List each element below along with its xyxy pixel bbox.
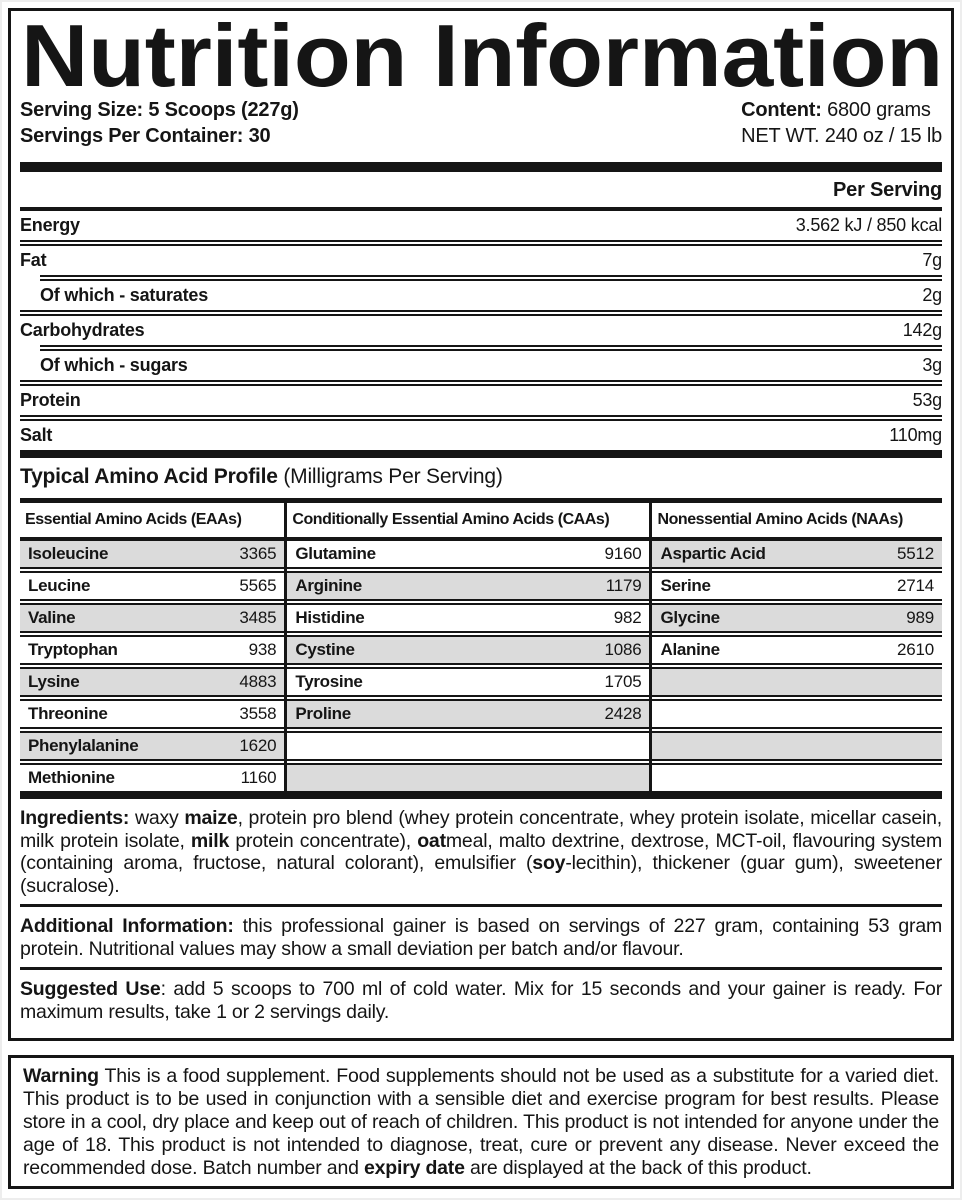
amino-row — [652, 637, 942, 663]
amino-name: Glycine — [660, 608, 720, 627]
amino-name: Cystine — [295, 640, 355, 659]
divider-line — [20, 967, 942, 970]
text-segment: meal, malto dextrine, dextrose, MCT-oil, flavouring system (containing aroma, fructose, natural colorant), emulsifier ( — [20, 829, 942, 874]
nutrition-value: 3g — [922, 355, 942, 375]
nutrition-value: 53g — [912, 390, 942, 410]
amino-row — [20, 765, 284, 791]
nutrition-facts-table — [20, 211, 942, 450]
text-segment: are displayed at the back of this product. — [464, 1157, 812, 1179]
amino-row-empty — [287, 765, 649, 791]
nutrition-label: Of which - sugars — [40, 355, 188, 375]
amino-value: 3558 — [239, 704, 277, 723]
amino-row — [20, 669, 284, 695]
nutrition-label: Protein — [20, 390, 81, 410]
nutrition-label: Carbohydrates — [20, 320, 145, 340]
amino-value: 1705 — [604, 672, 642, 691]
text-segment: Ingredients: — [20, 807, 130, 829]
amino-name: Tryptophan — [28, 640, 118, 659]
text-segment: expiry date — [363, 1157, 465, 1179]
amino-value: 1160 — [240, 768, 277, 787]
suggested-use-section — [20, 978, 942, 1023]
amino-row-empty — [652, 701, 942, 727]
servings-per-container-line: Servings Per Container: 30 — [20, 125, 271, 147]
amino-column-header: Nonessential Amino Acids (NAAs) — [652, 503, 942, 541]
nutrition-row — [20, 386, 942, 415]
text-segment: protein concentrate), — [229, 829, 418, 852]
additional-info-section — [20, 915, 942, 960]
amino-column — [652, 503, 942, 791]
amino-name: Methionine — [28, 768, 115, 787]
text-segment: : add 5 scoops to 700 ml of cold water. Mix for 15 seconds and your gainer is ready. For maximum results, take 1 or 2 servings daily. — [20, 978, 942, 1023]
content-line — [741, 97, 942, 123]
amino-column-header: Essential Amino Acids (EAAs) — [20, 503, 284, 541]
amino-value: 3365 — [239, 544, 277, 563]
text-segment: Suggested Use — [20, 978, 161, 1000]
section-divider-bar — [20, 162, 942, 172]
amino-name: Glutamine — [295, 544, 376, 563]
text-segment: , protein pro blend (whey protein concentrate, whey protein isolate, micellar casein, milk protein isolate, — [20, 807, 942, 852]
amino-name: Arginine — [295, 576, 362, 595]
amino-profile-title — [20, 465, 942, 489]
text-segment: -lecithin), thickener (guar gum), sweetener (sucralose). — [20, 852, 942, 897]
text-segment: Additional Information: — [20, 915, 234, 937]
net-weight-line: NET WT. 240 oz / 15 lb — [741, 125, 942, 147]
divider-line — [20, 904, 942, 907]
page-title — [20, 18, 946, 92]
nutrition-row — [20, 281, 942, 310]
amino-name: Leucine — [28, 576, 91, 595]
amino-value: 2714 — [896, 576, 934, 595]
text-segment: oat — [417, 829, 446, 852]
amino-row — [287, 701, 649, 727]
content-value: 6800 grams — [821, 99, 931, 121]
amino-row — [287, 605, 649, 631]
amino-name: Proline — [295, 704, 351, 723]
section-divider-bar — [20, 450, 942, 458]
amino-value: 3485 — [239, 608, 277, 627]
amino-name: Threonine — [28, 704, 108, 723]
amino-name: Phenylalanine — [28, 736, 139, 755]
text-segment: waxy — [129, 807, 185, 829]
amino-column — [287, 503, 652, 791]
warning-panel — [8, 1055, 954, 1189]
amino-row-empty — [287, 733, 649, 759]
amino-row — [287, 637, 649, 663]
ingredients-section — [20, 807, 942, 897]
amino-value: 2610 — [896, 640, 934, 659]
warning-text — [23, 1065, 939, 1180]
text-segment: soy — [532, 852, 566, 874]
nutrition-label: Salt — [20, 425, 53, 445]
amino-name: Isoleucine — [28, 544, 109, 563]
amino-profile-title-main: Typical Amino Acid Profile — [20, 465, 278, 488]
content-label: Content: — [741, 99, 822, 121]
amino-row-empty — [652, 669, 942, 695]
amino-column-header: Conditionally Essential Amino Acids (CAAs) — [287, 503, 649, 541]
amino-row — [287, 541, 649, 567]
nutrition-value: 110mg — [889, 425, 942, 445]
amino-acid-table — [20, 498, 942, 791]
amino-row-empty — [652, 765, 942, 791]
nutrition-label-panel — [8, 8, 954, 1041]
nutrition-value: 7g — [922, 250, 942, 270]
nutrition-value: 3.562 kJ / 850 kcal — [795, 215, 942, 235]
amino-value: 1086 — [604, 640, 642, 659]
serving-info-left — [20, 97, 299, 149]
nutrition-row — [20, 316, 942, 345]
nutrition-row — [20, 211, 942, 240]
amino-row — [20, 701, 284, 727]
nutrition-value: 142g — [902, 320, 942, 340]
nutrition-label: Of which - saturates — [40, 285, 209, 305]
amino-row — [287, 669, 649, 695]
additional-info-text — [20, 915, 942, 960]
amino-row — [20, 541, 284, 567]
amino-value: 5512 — [896, 544, 934, 563]
amino-name: Histidine — [295, 608, 365, 627]
amino-value: 1620 — [239, 736, 277, 755]
section-divider-bar — [20, 791, 942, 799]
serving-size-line: Serving Size: 5 Scoops (227g) — [20, 99, 299, 121]
amino-name: Alanine — [660, 640, 720, 659]
text-segment: maize — [184, 807, 238, 829]
nutrition-value: 2g — [922, 285, 942, 305]
amino-row — [652, 605, 942, 631]
text-segment: this professional gainer is based on servings of 227 gram, containing 53 gram protein. Nutritional values may show a small deviation per batch and/or flavour. — [20, 915, 943, 960]
amino-row — [20, 605, 284, 631]
amino-row — [287, 573, 649, 599]
nutrition-label: Fat — [20, 250, 47, 270]
ingredients-text — [20, 807, 942, 897]
amino-name: Aspartic Acid — [660, 544, 766, 563]
amino-name: Lysine — [28, 672, 80, 691]
amino-value: 982 — [613, 608, 642, 627]
amino-column — [20, 503, 287, 791]
amino-name: Tyrosine — [295, 672, 363, 691]
nutrition-row — [20, 421, 942, 450]
amino-row — [20, 637, 284, 663]
serving-info-right — [741, 97, 942, 149]
page-title-text: Nutrition Information — [21, 18, 943, 92]
amino-value: 938 — [248, 640, 277, 659]
amino-value: 9160 — [604, 544, 642, 563]
amino-value: 1179 — [605, 576, 642, 595]
amino-value: 2428 — [604, 704, 642, 723]
nutrition-row — [20, 351, 942, 380]
amino-name: Serine — [660, 576, 711, 595]
amino-row — [652, 541, 942, 567]
text-segment: This is a food supplement. Food supplements should not be used as a substitute for a varied diet. This product is to be used in conjunction with a sensible diet and exercise program for best results. Please store in a cool, dry place and keep out of reach of children. This product is not intended for anyone under the age of 18. This product is not intended to diagnose, treat, cure or prevent any disease. Never exceed the recommended dose. Batch number and — [23, 1065, 939, 1179]
amino-value: 989 — [906, 608, 934, 627]
amino-profile-title-note: (Milligrams Per Serving) — [277, 465, 503, 488]
amino-value: 5565 — [239, 576, 277, 595]
amino-value: 4883 — [239, 672, 277, 691]
amino-row-empty — [652, 733, 942, 759]
amino-name: Valine — [28, 608, 76, 627]
per-serving-header: Per Serving — [20, 172, 942, 211]
text-segment: Warning — [23, 1065, 99, 1087]
amino-row — [20, 733, 284, 759]
amino-row — [652, 573, 942, 599]
amino-row — [20, 573, 284, 599]
suggested-use-text — [20, 978, 942, 1023]
nutrition-label: Energy — [20, 215, 80, 235]
serving-info — [20, 97, 942, 149]
text-segment: milk — [190, 829, 230, 852]
nutrition-row — [20, 246, 942, 275]
